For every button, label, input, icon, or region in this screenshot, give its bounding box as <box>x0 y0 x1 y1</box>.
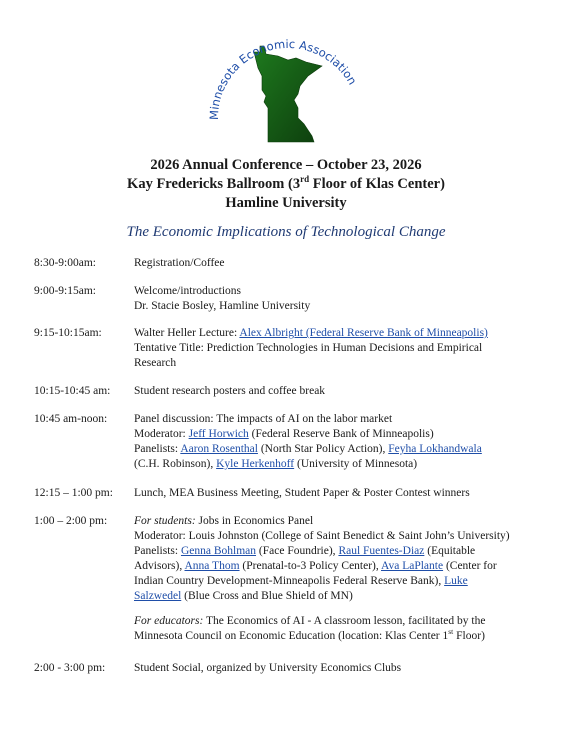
session-description: Student research posters and coffee break <box>134 385 326 397</box>
speaker-link-luke-salzwedel[interactable]: Luke <box>444 575 468 587</box>
time-slot: 1:00 – 2:00 pm: <box>34 515 108 527</box>
speaker-link-jeff-horwich[interactable]: Jeff Horwich <box>188 428 249 440</box>
mea-logo <box>196 10 376 150</box>
session-description: Walter Heller Lecture: Alex Albright (Federal Reserve Bank of Minneapolis) Tentative Title: Prediction Technologies in Human Decisions and Empirical Research <box>134 327 488 369</box>
speaker-link-ava-laplante[interactable]: Ava LaPlante <box>381 560 444 572</box>
speaker-link-alex-albright[interactable]: Alex Albright (Federal Reserve Bank of Minneapolis) <box>239 327 488 339</box>
speaker-link-feyha-lokhandwala[interactable]: Feyha Lokhandwala <box>388 443 482 455</box>
speaker-link-aaron-rosenthal[interactable]: Aaron Rosenthal <box>180 443 258 455</box>
speaker-link-kyle-herkenhoff[interactable]: Kyle Herkenhoff <box>216 458 295 470</box>
conference-header <box>0 156 572 213</box>
logo-text: Minnesota Economic Association <box>206 36 360 121</box>
time-slot: 10:15-10:45 am: <box>34 385 111 397</box>
time-slot: 8:30-9:00am: <box>34 257 96 269</box>
session-description: Registration/Coffee <box>134 257 225 269</box>
time-slot: 2:00 - 3:00 pm: <box>34 662 106 674</box>
speaker-link-raul-fuentes-diaz[interactable]: Raul Fuentes-Diaz <box>338 545 425 557</box>
speaker-link-anna-thom[interactable]: Anna Thom <box>184 560 240 572</box>
minnesota-map-icon <box>196 10 376 150</box>
session-description: Lunch, MEA Business Meeting, Student Paper & Poster Contest winners <box>134 487 470 499</box>
session-description: For students: Jobs in Economics Panel Moderator: Louis Johnston (College of Saint Benedict & Saint John’s University) Panelists: Genna Bohlman (Face Foundrie), Raul Fuentes-Diaz (Equitable Advisors), Anna Thom (Prenatal-to-3 Policy Center), Ava LaPlante (Center for Indian Country Development-Minneapolis Federal Reserve Bank), Luke Salzwedel (Blue Cross and Blue Shield of MN) For educators: The Economics of AI - A classroom lesson, facilitated by the Minnesota Council on Economic Education (location: Klas Center 1st Floor) <box>134 515 510 642</box>
conference-theme: The Economic Implications of Technological Change <box>126 224 446 240</box>
time-slot: 12:15 – 1:00 pm: <box>34 487 113 499</box>
time-slot: 10:45 am-noon: <box>34 413 108 425</box>
time-slot: 9:00-9:15am: <box>34 285 96 297</box>
session-description: Panel discussion: The impacts of AI on the labor market Moderator: Jeff Horwich (Federal Reserve Bank of Minneapolis) Panelists: Aaron Rosenthal (North Star Policy Action), Feyha Lokhandwala (C.H. Robinson), Kyle Herkenhoff (University of Minnesota) <box>134 413 482 470</box>
session-description: Student Social, organized by University Economics Clubs <box>134 662 402 674</box>
conference-venue: Kay Fredericks Ballroom (3rd Floor of Klas Center) <box>127 174 445 192</box>
time-slot: 9:15-10:15am: <box>34 327 102 339</box>
session-description: Welcome/introductions Dr. Stacie Bosley, Hamline University <box>134 285 311 312</box>
speaker-link-genna-bohlman[interactable]: Genna Bohlman <box>180 545 257 557</box>
conference-host: Hamline University <box>225 195 347 211</box>
conference-date: 2026 Annual Conference – October 23, 2026 <box>150 157 422 173</box>
speaker-link-luke-salzwedel-cont[interactable]: Salzwedel <box>134 590 182 602</box>
